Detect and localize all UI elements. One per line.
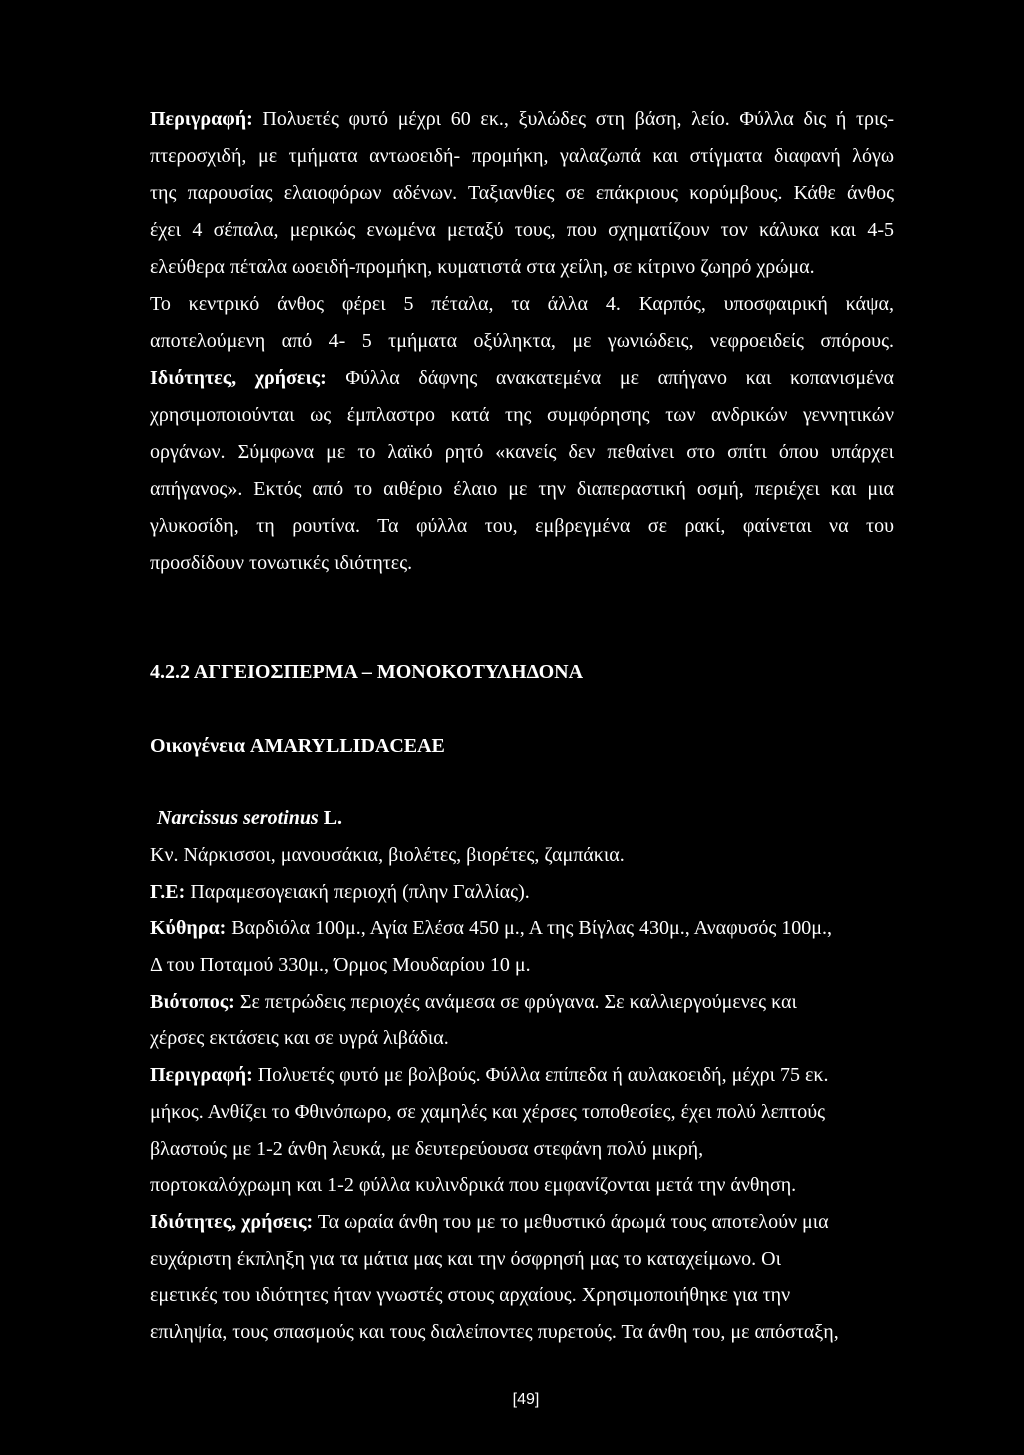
species-entry <box>150 837 894 1351</box>
text-line: ελεύθερα πέταλα ωοειδή-προμήκη, κυματιστά στα χείλη, σε κίτρινο ζωηρό χρώμα. <box>150 256 815 278</box>
line-text: Πολυετές φυτό μέχρι 60 εκ., ξυλώδες στη βάση, λείο. Φύλλα δις ή τρις- <box>262 108 894 130</box>
kythira-label: Κύθηρα: <box>150 917 227 940</box>
line-text: Βαρδιόλα 100μ., Αγία Ελέσα 450 μ., Α της Βίγλας 430μ., Αναφυσός 100μ., <box>231 917 832 940</box>
line-text: Σε πετρώδεις περιοχές ανάμεσα σε φρύγανα. Σε καλλιεργούμενες και <box>239 990 797 1013</box>
properties-label: Ιδιότητες, χρήσεις: <box>150 1210 314 1233</box>
text-line <box>150 1204 894 1241</box>
description-label: Περιγραφή: <box>150 1064 253 1087</box>
text-line: εμετικές του ιδιότητες ήταν γνωστές στους αρχαίους. Χρησιμοποιήθηκε για την <box>150 1284 791 1307</box>
text-line: επιληψία, τους σπασμούς και τους διαλείποντες πυρετούς. Τα άνθη του, με απόσταξη, <box>150 1320 839 1343</box>
text-line: Δ του Ποταμού 330μ., Όρμος Μουδαρίου 10 μ. <box>150 954 531 977</box>
species-name: Narcissus serotinus <box>157 807 319 829</box>
section-heading: 4.2.2 ΑΓΓΕΙΟΣΠΕΡΜΑ – ΜΟΝΟΚΟΤΥΛΗΔΟΝΑ <box>150 661 584 683</box>
text-line <box>150 910 894 947</box>
text-line <box>150 1057 894 1094</box>
line-text: Φύλλα δάφνης ανακατεμένα με απήγανο και κοπανισμένα <box>345 367 895 389</box>
text-line: της παρουσίας ελαιοφόρων αδένων. Ταξιανθίες σε επάκριους κορύμβους. Κάθε άνθος <box>150 182 894 204</box>
text-line: Το κεντρικό άνθος φέρει 5 πέταλα, τα άλλα 4. Καρπός, υποσφαιρική κάψα, <box>150 293 894 315</box>
distribution-label: Γ.Ε: <box>150 880 186 903</box>
species-title <box>157 800 342 836</box>
common-names: Κν. Νάρκισσοι, μανουσάκια, βιολέτες, βιορέτες, ζαμπάκια. <box>150 844 625 866</box>
text-line: προσδίδουν τονωτικές ιδιότητες. <box>150 552 413 574</box>
line-text: Παραμεσογειακή περιοχή (πλην Γαλλίας). <box>190 880 530 903</box>
text-line: αποτελούμενη από 4- 5 τμήματα οξύληκτα, με γωνιώδεις, νεφροειδείς σπόρους. <box>150 330 894 352</box>
text-line: πορτοκαλόχρωμη και 1-2 φύλλα κυλινδρικά που εμφανίζονται μετά την άνθηση. <box>150 1174 797 1197</box>
text-line: γλυκοσίδη, τη ρουτίνα. Τα φύλλα του, εμβρεγμένα σε ρακί, φαίνεται να του <box>150 515 894 537</box>
line-text: Πολυετές φυτό με βολβούς. Φύλλα επίπεδα ή αυλακοειδή, μέχρι 75 εκ. <box>257 1064 829 1087</box>
family-title: Οικογένεια AMARYLLIDACEAE <box>150 735 445 757</box>
text-line: χέρσες εκτάσεις και σε υγρά λιβάδια. <box>150 1027 449 1050</box>
species-author: L. <box>323 807 343 829</box>
continued-entry <box>150 101 894 582</box>
text-line <box>150 874 894 911</box>
text-line: χρησιμοποιούνται ως έμπλαστρο κατά της συμφόρησης των ανδρικών γεννητικών <box>150 404 894 426</box>
text-line: βλαστούς με 1-2 άνθη λευκά, με δευτερεύουσα στεφάνη πολύ μικρή, <box>150 1137 704 1160</box>
properties-label: Ιδιότητες, χρήσεις: <box>150 367 327 389</box>
text-line <box>150 984 894 1021</box>
text-line: οργάνων. Σύμφωνα με το λαϊκό ρητό «κανείς δεν πεθαίνει στο σπίτι όπου υπάρχει <box>150 441 894 463</box>
line-text: Τα ωραία άνθη του με το μεθυστικό άρωμά τους αποτελούν μια <box>317 1210 829 1233</box>
text-line: ευχάριστη έκπληξη για τα μάτια μας και την όσφρησή μας το καταχείμωνο. Οι <box>150 1247 781 1270</box>
text-line: μήκος. Ανθίζει το Φθινόπωρο, σε χαμηλές και χέρσες τοποθεσίες, έχει πολύ λεπτούς <box>150 1100 826 1123</box>
habitat-label: Βιότοπος: <box>150 990 235 1013</box>
text-line: έχει 4 σέπαλα, μερικώς ενωμένα μεταξύ τους, που σχηματίζουν τον κάλυκα και 4-5 <box>150 219 894 241</box>
text-line: απήγανος». Εκτός από το αιθέριο έλαιο με την διαπεραστική οσμή, περιέχει και μια <box>150 478 894 500</box>
text-line <box>150 360 894 397</box>
text-line <box>150 101 894 138</box>
page-number: [49] <box>512 1391 540 1408</box>
description-label: Περιγραφή: <box>150 108 253 130</box>
text-line: πτεροσχιδή, με τμήματα αντωοειδή- προμήκη, γαλαζωπά και στίγματα διαφανή λόγω <box>150 145 894 167</box>
